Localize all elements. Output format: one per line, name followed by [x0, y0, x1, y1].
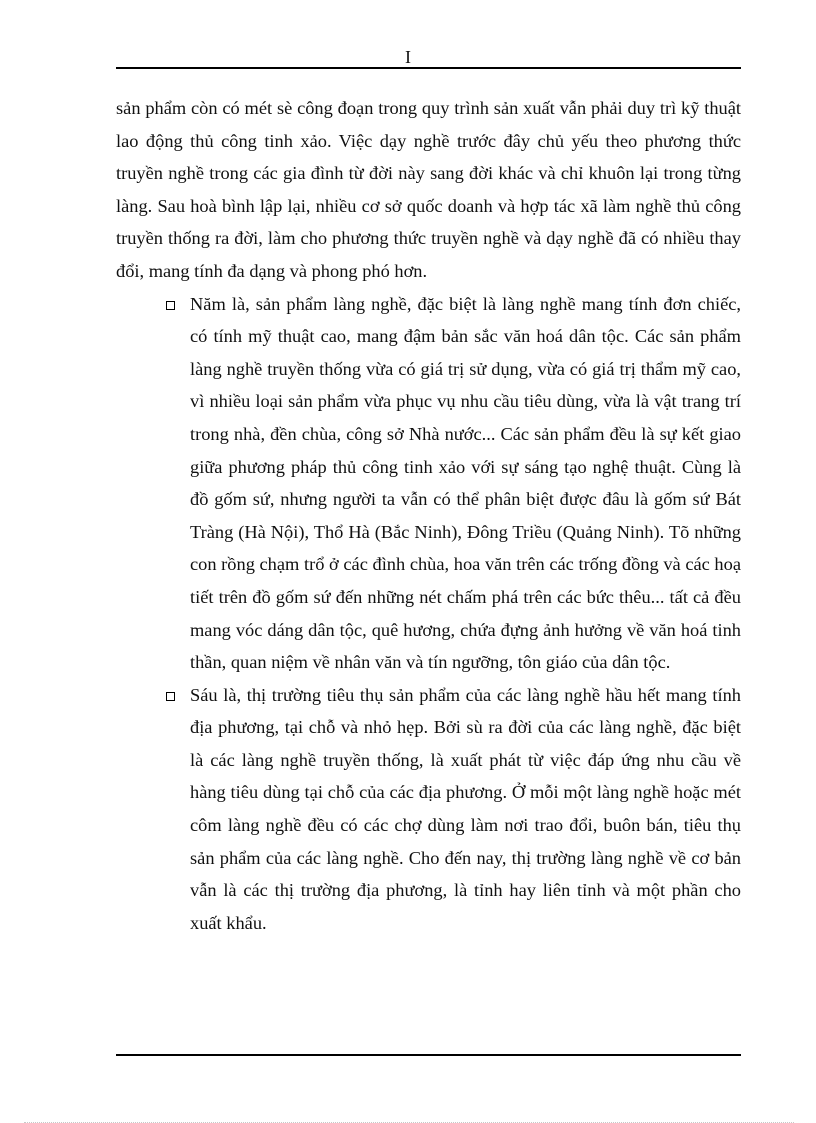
bullet-text: Sáu là, thị trường tiêu thụ sản phẩm của các làng nghề hầu hết mang tính địa phương, tại chỗ và nhỏ hẹp. Bởi sù ra đời của các làng nghề, đặc biệt là các làng nghề truyền thống, là xuất phát từ việc đáp ứng nhu cầu về hàng tiêu dùng tại chỗ của các địa phương. Ở mỗi một làng nghề hoặc mét côm làng nghề đều có các chợ dùng làm nơi trao đổi, buôn bán, tiêu thụ sản phẩm của các làng nghề. Cho đến nay, thị trường làng nghề về cơ bản vẫn là các thị trường địa phương, là tỉnh hay liên tỉnh và một phần cho xuất khẩu.	[190, 684, 741, 933]
bullet-text: Năm là, sản phẩm làng nghề, đặc biệt là làng nghề mang tính đơn chiếc, có tính mỹ thuật cao, mang đậm bản sắc văn hoá dân tộc. Các sản phẩm làng nghề truyền thống vừa có giá trị sử dụng, vừa có giá trị thẩm mỹ cao, vì nhiều loại sản phẩm vừa phục vụ nhu cầu tiêu dùng, vừa là vật trang trí trong nhà, đền chùa, công sở Nhà nước... Các sản phẩm đều là sự kết giao giữa phương pháp thủ công tinh xảo với sự sáng tạo nghệ thuật. Cùng là đồ gốm sứ, nhưng người ta vẫn có thể phân biệt được đâu là gốm sứ Bát Tràng (Hà Nội), Thổ Hà (Bắc Ninh), Đông Triều (Quảng Ninh). Tõ những con rồng chạm trổ ở các đình chùa, hoa văn trên các trống đồng và các hoạ tiết trên đồ gốm sứ đến những nét chấm phá trên các bức thêu... tất cả đều mang vóc dáng dân tộc, quê hương, chứa đựng ảnh hưởng về văn hoá tinh thần, quan niệm về nhân văn và tín ngưỡng, tôn giáo của dân tộc.	[190, 293, 741, 673]
document-body	[116, 92, 741, 939]
square-bullet-icon	[166, 301, 175, 310]
header-rule	[116, 67, 741, 69]
intro-paragraph: sản phẩm còn có mét sè công đoạn trong quy trình sản xuất vẫn phải duy trì kỹ thuật lao động thủ công tinh xảo. Việc dạy nghề trước đây chủ yếu theo phương thức truyền nghề trong các gia đình từ đời này sang đời khác và chỉ khuôn lại trong từng làng. Sau hoà bình lập lại, nhiều cơ sở quốc doanh và hợp tác xã làm nghề thủ công truyền thống ra đời, làm cho phương thức truyền nghề và dạy nghề đã có nhiều thay đổi, mang tính đa dạng và phong phó hơn.	[116, 98, 741, 281]
bullet-item-sau-la	[116, 679, 741, 940]
bullet-item-nam-la	[116, 288, 741, 679]
square-bullet-icon	[166, 692, 175, 701]
bullet-list	[116, 288, 741, 940]
page-header-mark: I	[405, 47, 411, 67]
footer-rule	[116, 1054, 741, 1056]
